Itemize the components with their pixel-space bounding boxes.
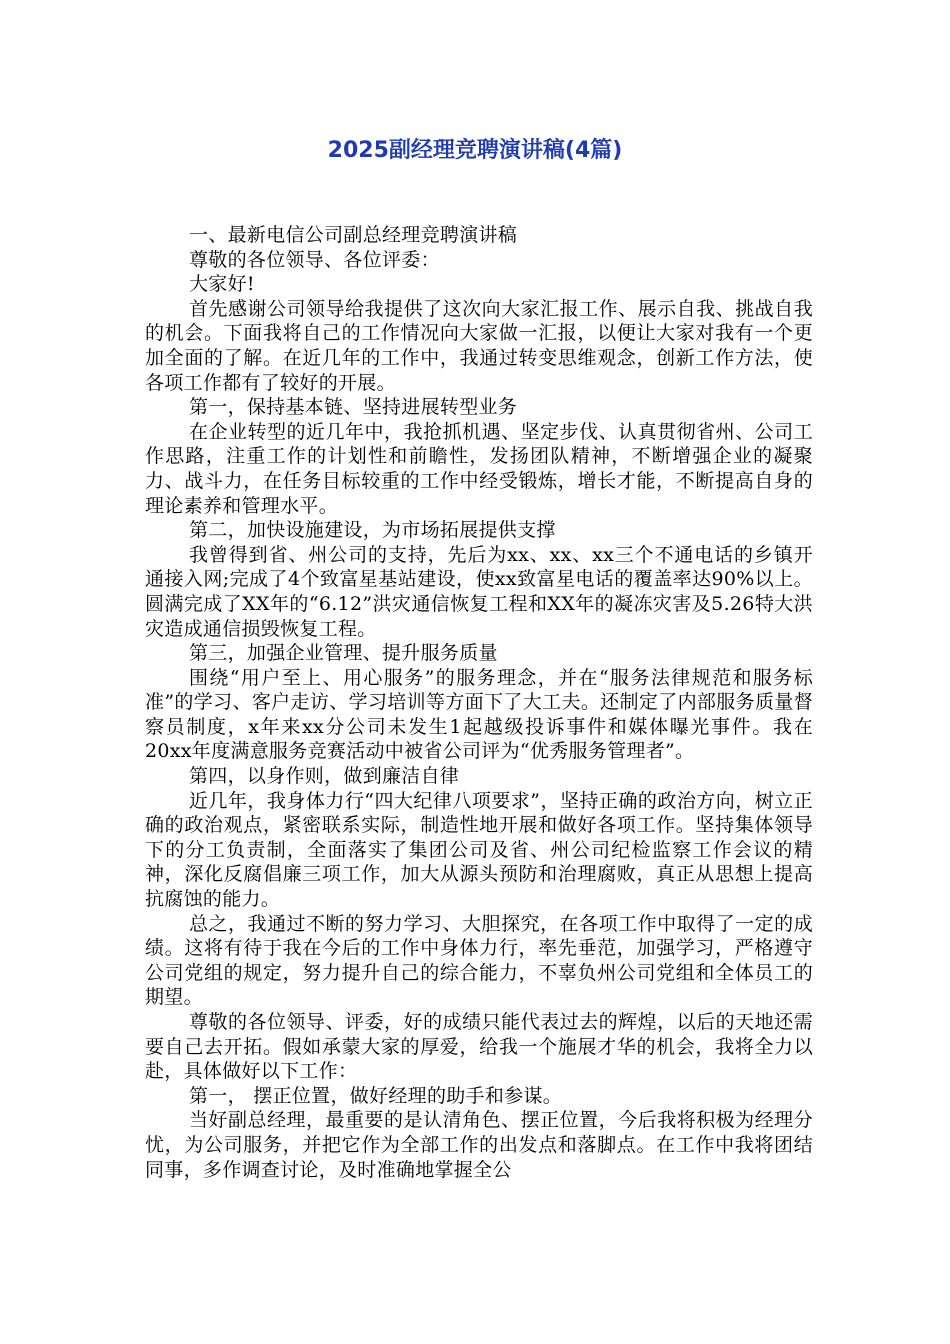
paragraph: 近几年，我身体力行“四大纪律八项要求”，坚持正确的政治方向，树立正确的政治观点，紧密联系实际，制造性地开展和做好各项工作。坚持集体领导下的分工负责制，全面落实了集团公司及省、州公司纪检监察工作会议的精神，深化反腐倡廉三项工作，加大从源头预防和治理腐败，真正从思想上提高抗腐蚀的能力。 <box>145 789 813 911</box>
paragraph: 尊敬的各位领导、评委，好的成绩只能代表过去的辉煌，以后的天地还需要自己去开拓。假如承蒙大家的厚爱，给我一个施展才华的机会，我将全力以赴，具体做好以下工作： <box>145 1011 813 1083</box>
subheading: 第一，保持基本链、坚持进展转型业务 <box>189 396 518 419</box>
document-body <box>145 223 813 1182</box>
subheading: 第二，加快设施建设，为市场拓展提供支撑 <box>189 519 556 542</box>
paragraph: 我曾得到省、州公司的支持，先后为xx、xx、xx三个不通电话的乡镇开通接入网;完成了4个致富星基站建设，使xx致富星电话的覆盖率达90%以上。圆满完成了XX年的“6.12”洪灾通信恢复工程和XX年的凝冻灾害及5.26特大洪灾造成通信损毁恢复工程。 <box>145 543 813 640</box>
paragraph: 在企业转型的近几年中，我抢抓机遇、坚定步伐、认真贯彻省州、公司工作思路，注重工作的计划性和前瞻性，发扬团队精神，不断增强企业的凝聚力、战斗力，在任务目标较重的工作中经受锻炼，增长才能，不断提高自身的理论素养和管理水平。 <box>145 420 813 517</box>
greeting: 大家好! <box>189 273 255 296</box>
section-heading: 一、最新电信公司副总经理竞聘演讲稿 <box>189 224 518 246</box>
paragraph: 围绕“用户至上、用心服务”的服务理念，并在“服务法律规范和服务标准”的学习、客户走访、学习培训等方面下了大工夫。还制定了内部服务质量督察员制度，x年来xx分公司未发生1起越级投诉事件和媒体曝光事件。我在20xx年度满意服务竞赛活动中被省公司评为“优秀服务管理者”。 <box>145 666 813 763</box>
paragraph: 总之，我通过不断的努力学习、大胆探究，在各项工作中取得了一定的成绩。这将有待于我在今后的工作中身体力行，率先垂范，加强学习，严格遵守公司党组的规定，努力提升自己的综合能力，不辜负州公司党组和全体员工的期望。 <box>145 912 813 1009</box>
subheading: 第四，以身作则，做到廉洁自律 <box>189 765 460 788</box>
subheading: 第三，加强企业管理、提升服务质量 <box>189 642 498 665</box>
salutation: 尊敬的各位领导、各位评委： <box>189 248 440 271</box>
paragraph: 首先感谢公司领导给我提供了这次向大家汇报工作、展示自我、挑战自我的机会。下面我将自己的工作情况向大家做一汇报，以便让大家对我有一个更加全面的了解。在近几年的工作中，我通过转变思维观念，创新工作方法，使各项工作都有了较好的开展。 <box>145 297 813 394</box>
paragraph: 当好副总经理，最重要的是认清角色、摆正位置，今后我将积极为经理分忧，为公司服务，并把它作为全部工作的出发点和落脚点。在工作中我将团结同事，多作调查讨论，及时准确地掌握全公 <box>145 1109 813 1181</box>
subheading: 第一， 摆正位置，做好经理的助手和参谋。 <box>189 1084 563 1107</box>
document-title: 2025副经理竞聘演讲稿(4篇) <box>327 138 623 163</box>
